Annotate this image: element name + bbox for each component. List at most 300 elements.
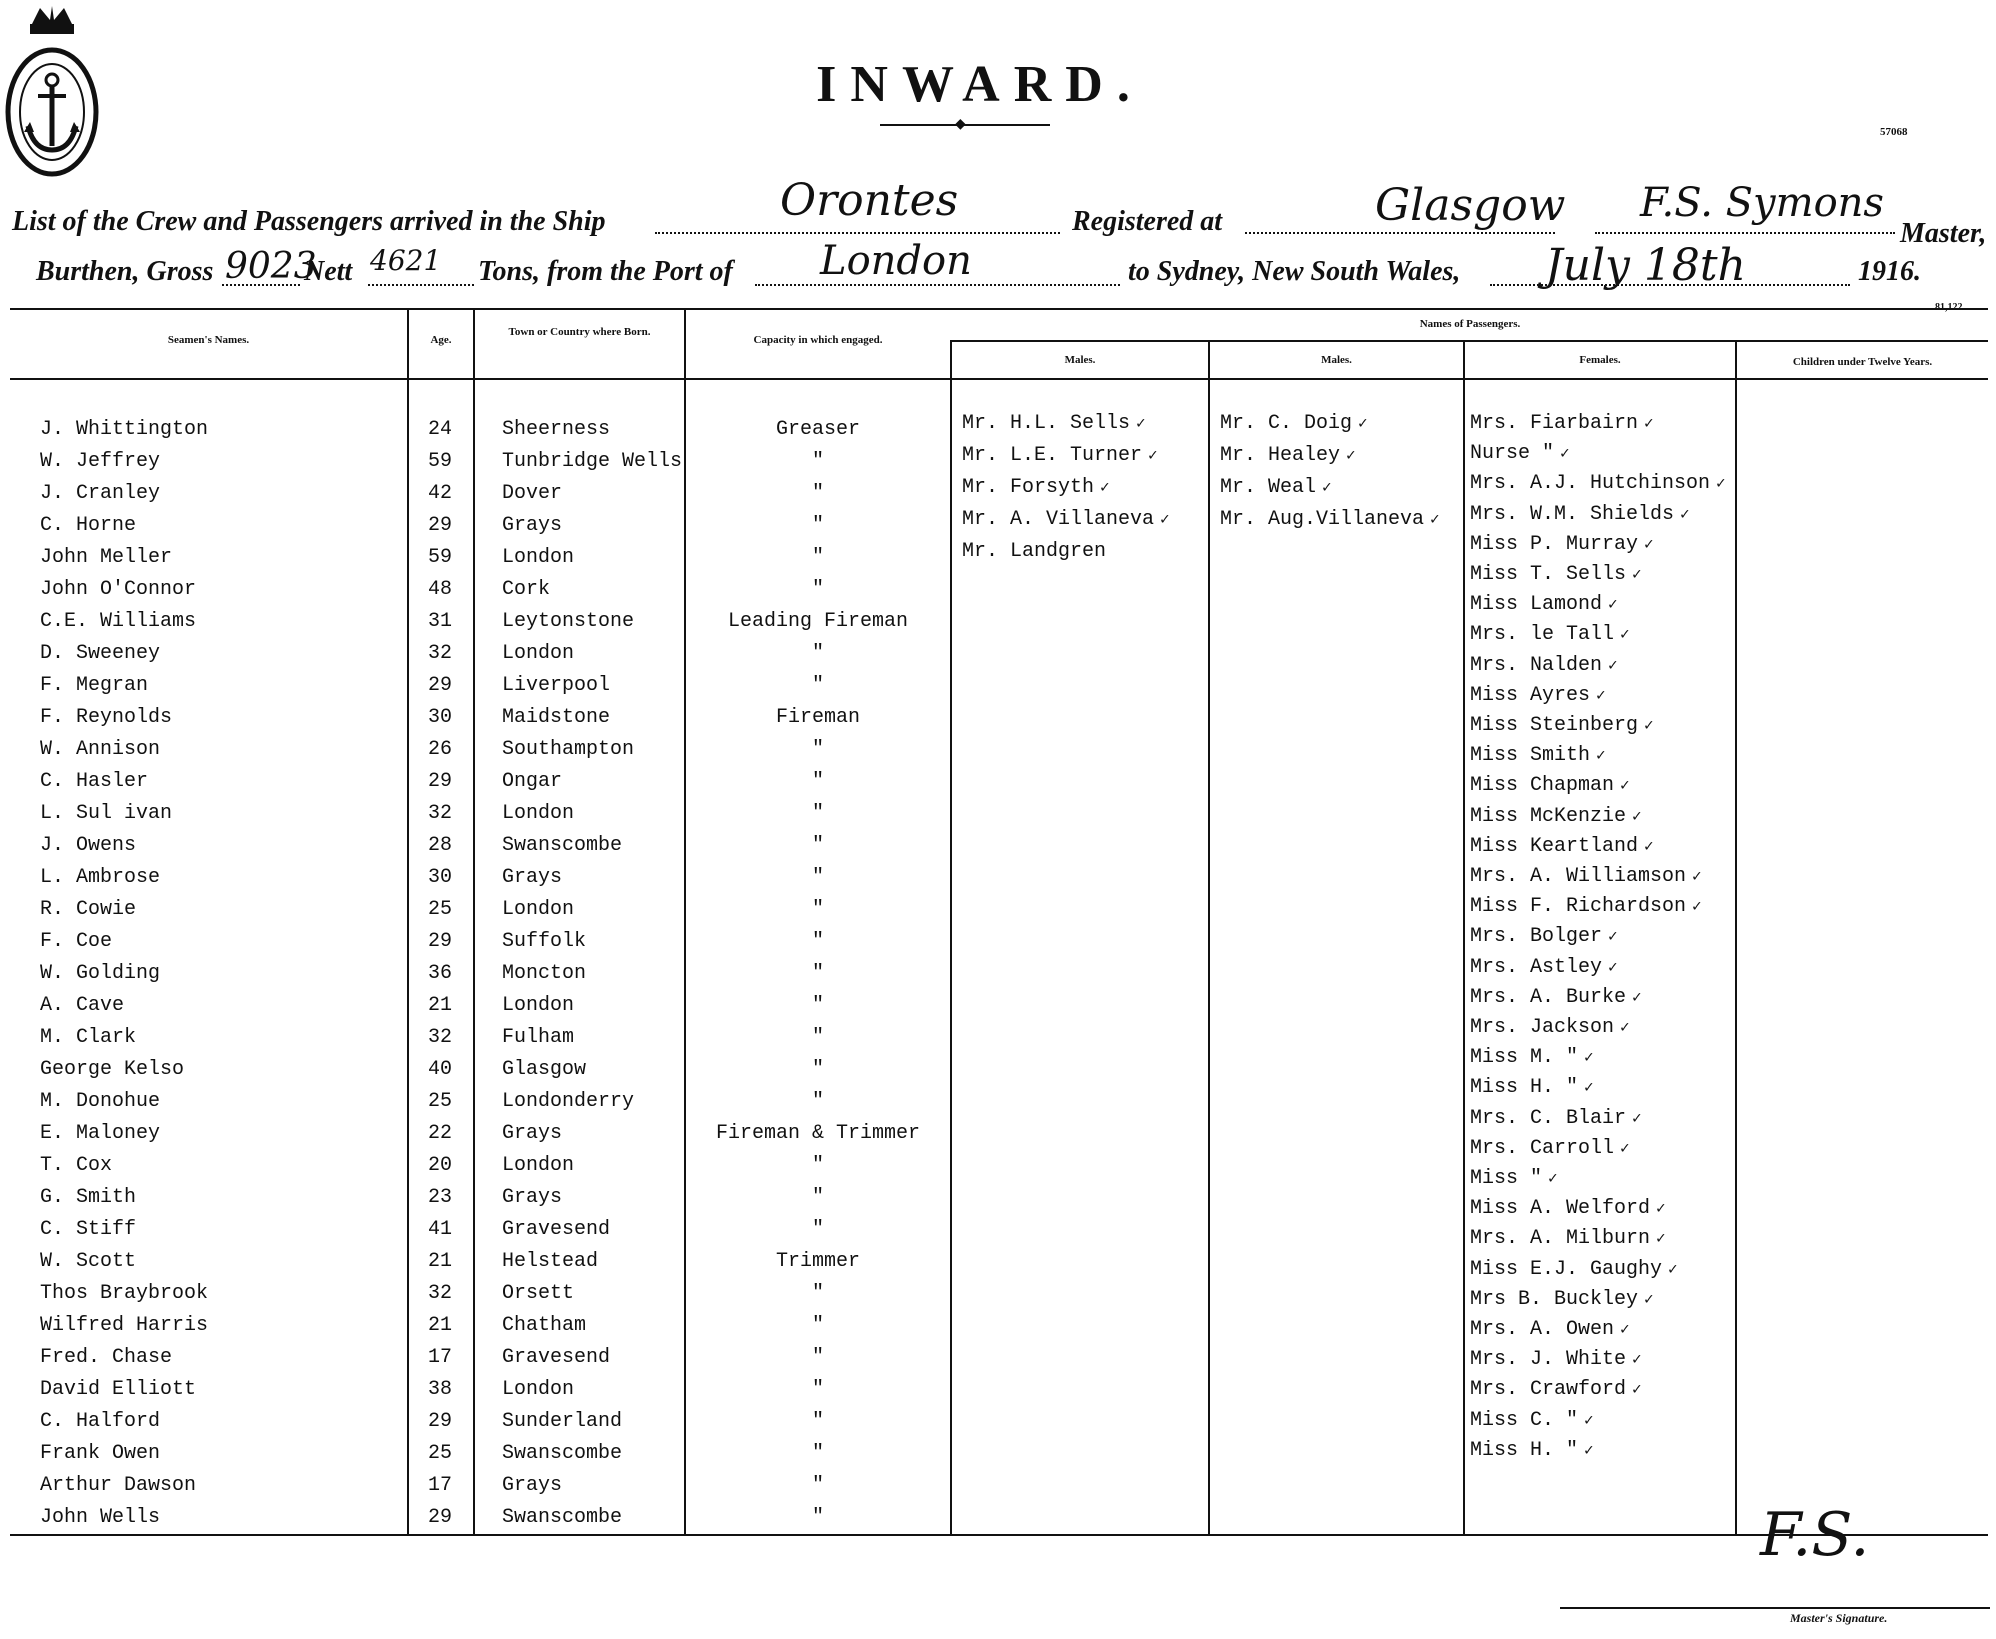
checkmark-icon: ✓ [1596,686,1606,705]
checkmark-icon: ✓ [1136,415,1146,433]
heading-nett: Nett [304,256,353,287]
passenger-name: Miss Lamond [1470,593,1603,617]
checkmark-icon: ✓ [1608,928,1618,947]
passenger-name: Miss " [1470,1167,1543,1190]
checkmark-icon: ✓ [1620,1019,1630,1037]
female-passenger-row [1470,744,1606,767]
female-passenger-row [1470,533,1654,556]
seaman-name: George Kelso [40,1058,185,1081]
passenger-name: Mrs. A. Burke [1470,985,1627,1009]
seaman-capacity: Fireman [775,706,860,729]
seaman-name: W. Golding [40,962,161,985]
seaman-age: 29 [427,930,452,953]
passenger-name: Miss A. Welford [1470,1197,1651,1221]
male-passenger-row [962,412,1146,435]
female-passenger-row [1470,1016,1630,1039]
female-passenger-row [1470,956,1618,979]
seaman-capacity: " [811,1218,824,1241]
seaman-name: J. Whittington [40,418,209,441]
passenger-name: Miss H. " [1470,1438,1579,1462]
seaman-name: Fred. Chase [40,1346,173,1369]
female-passenger-row [1470,1167,1558,1190]
passenger-name: Nurse " [1470,442,1555,466]
seaman-age: 29 [427,1506,452,1529]
seaman-age: 24 [427,418,452,441]
seaman-age: 48 [427,578,452,601]
passenger-name: Mrs. le Tall [1470,623,1615,647]
seaman-age: 31 [427,610,452,633]
seaman-birthplace: Sheerness [502,418,611,441]
seaman-capacity: Greaser [775,418,860,441]
seaman-birthplace: Swanscombe [502,834,623,857]
checkmark-icon: ✓ [1644,717,1654,735]
checkmark-icon: ✓ [1584,1049,1594,1068]
col-divider-6 [1463,340,1465,1534]
seaman-name: F. Coe [40,930,113,953]
male-passenger-row [1220,444,1356,467]
seaman-capacity: " [811,450,824,473]
female-passenger-row [1470,835,1654,858]
passenger-name: Mr. Healey [1220,444,1341,467]
ship-name: Orontes [780,175,959,226]
seaman-name: Frank Owen [40,1442,161,1465]
col-divider-5 [1208,340,1210,1534]
seaman-name: J. Cranley [40,482,161,505]
heading-list-of-crew: List of the Crew and Passengers arrived in the Ship [12,206,606,237]
passenger-name: Mr. C. Doig [1220,412,1353,435]
seaman-capacity: " [811,1026,824,1049]
seaman-birthplace: Cork [502,578,551,601]
checkmark-icon: ✓ [1680,505,1690,524]
signature-label: Master's Signature. [1790,1611,1888,1625]
seaman-birthplace: London [502,642,575,665]
passenger-name: Miss Keartland [1470,834,1639,858]
seaman-birthplace: London [502,802,575,825]
passenger-name: Mr. Forsyth [962,476,1095,499]
col-head-children: Children under Twelve Years. [1792,356,1933,368]
passenger-name: Miss H. " [1470,1076,1579,1100]
passenger-name: Mrs. Jackson [1470,1016,1615,1039]
page-title: INWARD. [816,56,1144,113]
seaman-capacity: " [811,1186,824,1209]
female-passenger-row [1470,412,1654,435]
seaman-birthplace: Ongar [502,770,563,793]
female-passenger-row [1470,925,1618,948]
seaman-name: M. Clark [40,1026,137,1049]
checkmark-icon: ✓ [1608,958,1618,977]
seaman-name: John Wells [40,1506,161,1529]
checkmark-icon: ✓ [1644,535,1654,554]
seaman-name: T. Cox [40,1154,113,1177]
seaman-age: 17 [427,1474,452,1497]
male-passenger-row [1220,476,1332,499]
seaman-age: 59 [427,546,452,569]
passenger-name: Miss Ayres [1470,683,1591,707]
passenger-name: Miss T. Sells [1470,563,1627,586]
col-head-born: Town or Country where Born. [508,326,651,338]
seaman-age: 32 [427,1026,452,1049]
seaman-capacity: " [811,770,824,793]
checkmark-icon: ✓ [1596,747,1606,766]
table-bottom-rule [10,1534,1988,1536]
female-passenger-row [1470,714,1654,737]
seaman-age: 59 [427,450,452,473]
seaman-capacity: " [811,866,824,889]
seaman-age: 25 [427,1090,452,1113]
checkmark-icon: ✓ [1608,656,1618,675]
checkmark-icon: ✓ [1560,445,1570,464]
seaman-capacity: " [811,1314,824,1337]
seaman-birthplace: Sunderland [502,1410,623,1433]
female-passenger-row [1470,1137,1630,1160]
seaman-name: R. Cowie [40,898,137,921]
passenger-name: Miss Smith [1470,744,1591,768]
female-passenger-row [1470,1227,1666,1250]
col-divider-1 [407,308,409,1534]
seaman-birthplace: Swanscombe [502,1506,623,1529]
male-passenger-row [1220,412,1368,435]
seaman-name: A. Cave [40,994,125,1017]
checkmark-icon: ✓ [1620,626,1630,645]
seaman-name: F. Reynolds [40,706,173,729]
seaman-age: 32 [427,1282,452,1305]
checkmark-icon: ✓ [1584,1079,1594,1098]
seaman-birthplace: London [502,1154,575,1177]
signature-line [1560,1607,1990,1609]
male-passenger-row [962,508,1170,531]
col-head-males-1: Males. [1064,354,1096,366]
female-passenger-row [1470,1348,1642,1371]
female-passenger-row [1470,895,1702,918]
seaman-birthplace: Grays [502,866,563,889]
seaman-birthplace: Gravesend [502,1346,611,1369]
seaman-age: 36 [427,962,452,985]
seaman-name: L. Sul ivan [40,802,173,825]
seaman-age: 41 [427,1218,452,1241]
passenger-name: Mrs. Crawford [1470,1378,1627,1402]
checkmark-icon: ✓ [1620,1139,1630,1158]
from-port: London [820,238,972,284]
title-ornament: ◆ [955,117,966,132]
passenger-name: Miss Steinberg [1470,714,1639,737]
seaman-capacity: " [811,1090,824,1113]
seaman-birthplace: London [502,546,575,569]
col-divider-4 [950,340,952,1534]
arrival-date: July 18th [1545,240,1746,291]
checkmark-icon: ✓ [1632,1381,1642,1400]
passenger-name: Mr. Weal [1220,476,1317,499]
passengers-subheader-rule [950,340,1988,342]
checkmark-icon: ✓ [1656,1230,1666,1249]
seaman-birthplace: Chatham [502,1314,587,1337]
seaman-name: W. Jeffrey [40,450,161,473]
female-passenger-row [1470,623,1630,646]
col-head-passengers: Names of Passengers. [1419,318,1521,330]
checkmark-icon: ✓ [1632,807,1642,826]
seaman-age: 25 [427,898,452,921]
seaman-capacity: " [811,1154,824,1177]
seaman-capacity: " [811,962,824,985]
seaman-birthplace: Swanscombe [502,1442,623,1465]
seaman-birthplace: London [502,1378,575,1401]
passenger-name: Mrs. A. Williamson [1470,865,1687,888]
seaman-age: 29 [427,674,452,697]
checkmark-icon: ✓ [1632,1351,1642,1370]
seaman-name: John Meller [40,546,173,569]
checkmark-icon: ✓ [1656,1200,1666,1219]
passenger-name: Mrs. W.M. Shields [1470,502,1675,526]
passenger-name: Mrs. Astley [1470,955,1603,979]
checkmark-icon: ✓ [1430,511,1440,529]
seaman-name: J. Owens [40,834,137,857]
seaman-age: 40 [427,1058,452,1081]
checkmark-icon: ✓ [1100,479,1110,497]
female-passenger-row [1470,1378,1642,1401]
form-number: 57068 [1880,126,1908,138]
female-passenger-row [1470,472,1726,495]
seaman-capacity: Leading Fireman [727,610,909,633]
seaman-birthplace: Dover [502,482,563,505]
seaman-birthplace: Liverpool [502,674,611,697]
seaman-name: Wilfred Harris [40,1314,209,1337]
col-divider-2 [473,308,475,1534]
seaman-age: 29 [427,1410,452,1433]
seaman-capacity: " [811,482,824,505]
seaman-age: 25 [427,1442,452,1465]
seaman-name: C. Horne [40,514,137,537]
passenger-name: Mrs. Nalden [1470,653,1603,677]
female-passenger-row [1470,774,1630,797]
checkmark-icon: ✓ [1644,415,1654,433]
seaman-birthplace: London [502,898,575,921]
male-passenger-row [962,444,1158,467]
female-passenger-row [1470,805,1642,828]
seaman-age: 38 [427,1378,452,1401]
female-passenger-row [1470,1318,1630,1341]
passenger-name: Mrs. A. Owen [1470,1318,1615,1341]
checkmark-icon: ✓ [1620,1321,1630,1339]
seaman-birthplace: Fulham [502,1026,575,1049]
year: 1916. [1858,256,1921,287]
seaman-name: E. Maloney [40,1122,161,1145]
seaman-age: 42 [427,482,452,505]
seaman-name: W. Scott [40,1250,137,1273]
female-passenger-row [1470,684,1606,707]
male-passenger-row [962,476,1110,499]
master-signature: F.S. [1760,1500,1870,1570]
seaman-capacity: " [811,1442,824,1465]
seaman-age: 21 [427,1314,452,1337]
female-passenger-row [1470,1288,1654,1311]
seaman-name: C. Halford [40,1410,161,1433]
checkmark-icon: ✓ [1644,837,1654,856]
female-passenger-row [1470,503,1690,526]
heading-burthen-gross: Burthen, Gross [36,256,214,287]
seaman-capacity: " [811,642,824,665]
nett-tonnage: 4621 [370,244,442,277]
checkmark-icon: ✓ [1668,1260,1678,1279]
checkmark-icon: ✓ [1632,566,1642,584]
seaman-capacity: " [811,578,824,601]
seaman-capacity: Trimmer [775,1250,860,1273]
checkmark-icon: ✓ [1584,1411,1594,1430]
passenger-name: Mr. L.E. Turner [962,444,1143,467]
seaman-capacity: " [811,802,824,825]
female-passenger-row [1470,563,1642,586]
gross-line [222,284,300,286]
female-passenger-row [1470,1409,1594,1432]
seaman-name: John O'Connor [40,578,197,601]
passenger-name: Mr. Landgren [962,540,1107,563]
date-line [1490,284,1850,286]
seaman-age: 20 [427,1154,452,1177]
seaman-capacity: " [811,546,824,569]
seaman-capacity: " [811,1346,824,1369]
seaman-age: 29 [427,770,452,793]
seaman-age: 17 [427,1346,452,1369]
seaman-age: 29 [427,514,452,537]
checkmark-icon: ✓ [1548,1170,1558,1188]
passenger-name: Mrs. A. Milburn [1470,1227,1651,1251]
seaman-age: 32 [427,642,452,665]
seaman-birthplace: Grays [502,1122,563,1145]
passenger-name: Mrs. Bolger [1470,925,1603,949]
registered-port: Glasgow [1375,180,1566,231]
master-line [1595,232,1895,234]
seaman-birthplace: London [502,994,575,1017]
seaman-age: 21 [427,994,452,1017]
seaman-capacity: " [811,738,824,761]
seaman-capacity: " [811,1282,824,1305]
seaman-birthplace: Moncton [502,962,587,985]
checkmark-icon: ✓ [1346,447,1356,465]
col-divider-7 [1735,340,1737,1534]
seaman-age: 30 [427,706,452,729]
heading-to-sydney: to Sydney, New South Wales, [1128,256,1461,287]
passenger-name: Mrs. Fiarbairn [1470,412,1639,435]
seaman-name: M. Donohue [40,1090,161,1113]
passenger-name: Miss C. " [1470,1408,1579,1432]
checkmark-icon: ✓ [1160,511,1170,529]
passenger-name: Mrs B. Buckley [1470,1287,1639,1311]
seaman-capacity: " [811,834,824,857]
col-head-age: Age. [430,334,452,346]
seaman-name: Thos Braybrook [40,1282,209,1305]
female-passenger-row [1470,1439,1594,1462]
passenger-name: Mr. A. Villaneva [962,508,1155,531]
table-top-rule [10,308,1988,310]
checkmark-icon: ✓ [1692,868,1702,886]
seaman-name: C.E. Williams [40,610,197,633]
master-name: F.S. Symons [1640,180,1884,226]
seaman-name: D. Sweeney [40,642,161,665]
form-number-2: 81,122 [1935,302,1963,313]
header-bottom-rule [10,378,1988,380]
passenger-name: Miss E.J. Gaughy [1470,1257,1663,1281]
checkmark-icon: ✓ [1608,596,1618,615]
seaman-age: 28 [427,834,452,857]
from-port-line [755,284,1120,286]
seaman-birthplace: Leytonstone [502,610,635,633]
seaman-birthplace: Maidstone [502,706,611,729]
ship-name-line [655,232,1060,234]
col-head-capacity: Capacity in which engaged. [753,334,883,346]
checkmark-icon: ✓ [1358,415,1368,433]
seaman-age: 22 [427,1122,452,1145]
checkmark-icon: ✓ [1584,1441,1594,1460]
seaman-name: David Elliott [40,1378,197,1401]
seaman-name: F. Megran [40,674,149,697]
checkmark-icon: ✓ [1644,1290,1654,1309]
checkmark-icon: ✓ [1322,479,1332,497]
seaman-name: Arthur Dawson [40,1474,197,1497]
seaman-capacity: " [811,514,824,537]
checkmark-icon: ✓ [1632,988,1642,1007]
seaman-birthplace: Grays [502,514,563,537]
female-passenger-row [1470,865,1702,888]
seaman-birthplace: Grays [502,1186,563,1209]
passenger-name: Mrs. C. Blair [1470,1106,1627,1130]
passenger-name: Mrs. A.J. Hutchinson [1470,472,1711,496]
male-passenger-row [962,540,1112,563]
female-passenger-row [1470,1046,1594,1069]
seaman-age: 26 [427,738,452,761]
heading-registered-at: Registered at [1072,206,1223,237]
seaman-birthplace: Southampton [502,738,635,761]
passenger-name: Mrs. Carroll [1470,1136,1615,1160]
seaman-name: W. Annison [40,738,161,761]
female-passenger-row [1470,654,1618,677]
registered-line [1245,232,1555,234]
col-head-seamen: Seamen's Names. [167,334,250,346]
checkmark-icon: ✓ [1692,898,1702,917]
passenger-name: Mr. H.L. Sells [962,412,1131,435]
seaman-name: L. Ambrose [40,866,161,889]
seaman-capacity: " [811,1474,824,1497]
seaman-capacity: " [811,898,824,921]
passenger-name: Miss P. Murray [1470,532,1639,556]
female-passenger-row [1470,442,1570,465]
seaman-capacity: " [811,674,824,697]
seaman-capacity: " [811,930,824,953]
seaman-birthplace: Orsett [502,1282,575,1305]
passenger-name: Miss McKenzie [1470,804,1627,828]
col-head-females: Females. [1579,354,1621,366]
seaman-capacity: " [811,1058,824,1081]
seaman-age: 23 [427,1186,452,1209]
seaman-capacity: " [811,994,824,1017]
seaman-birthplace: Londonderry [502,1090,635,1113]
seaman-birthplace: Tunbridge Wells [502,450,683,473]
passenger-name: Mrs. J. White [1470,1348,1627,1372]
gross-tonnage: 9023 [225,246,317,287]
checkmark-icon: ✓ [1632,1109,1642,1128]
seaman-name: C. Hasler [40,770,149,793]
seaman-birthplace: Suffolk [502,930,587,953]
passenger-name: Miss M. " [1470,1046,1579,1070]
male-passenger-row [1220,508,1440,531]
checkmark-icon: ✓ [1620,777,1630,796]
seaman-name: C. Stiff [40,1218,137,1241]
heading-tons-from-port: Tons, from the Port of [478,256,733,287]
passenger-name: Miss F. Richardson [1470,895,1687,919]
seaman-age: 21 [427,1250,452,1273]
female-passenger-row [1470,1197,1666,1220]
seaman-capacity: Fireman & Trimmer [715,1122,921,1145]
seaman-capacity: " [811,1506,824,1529]
seaman-capacity: " [811,1378,824,1401]
seaman-capacity: " [811,1410,824,1433]
